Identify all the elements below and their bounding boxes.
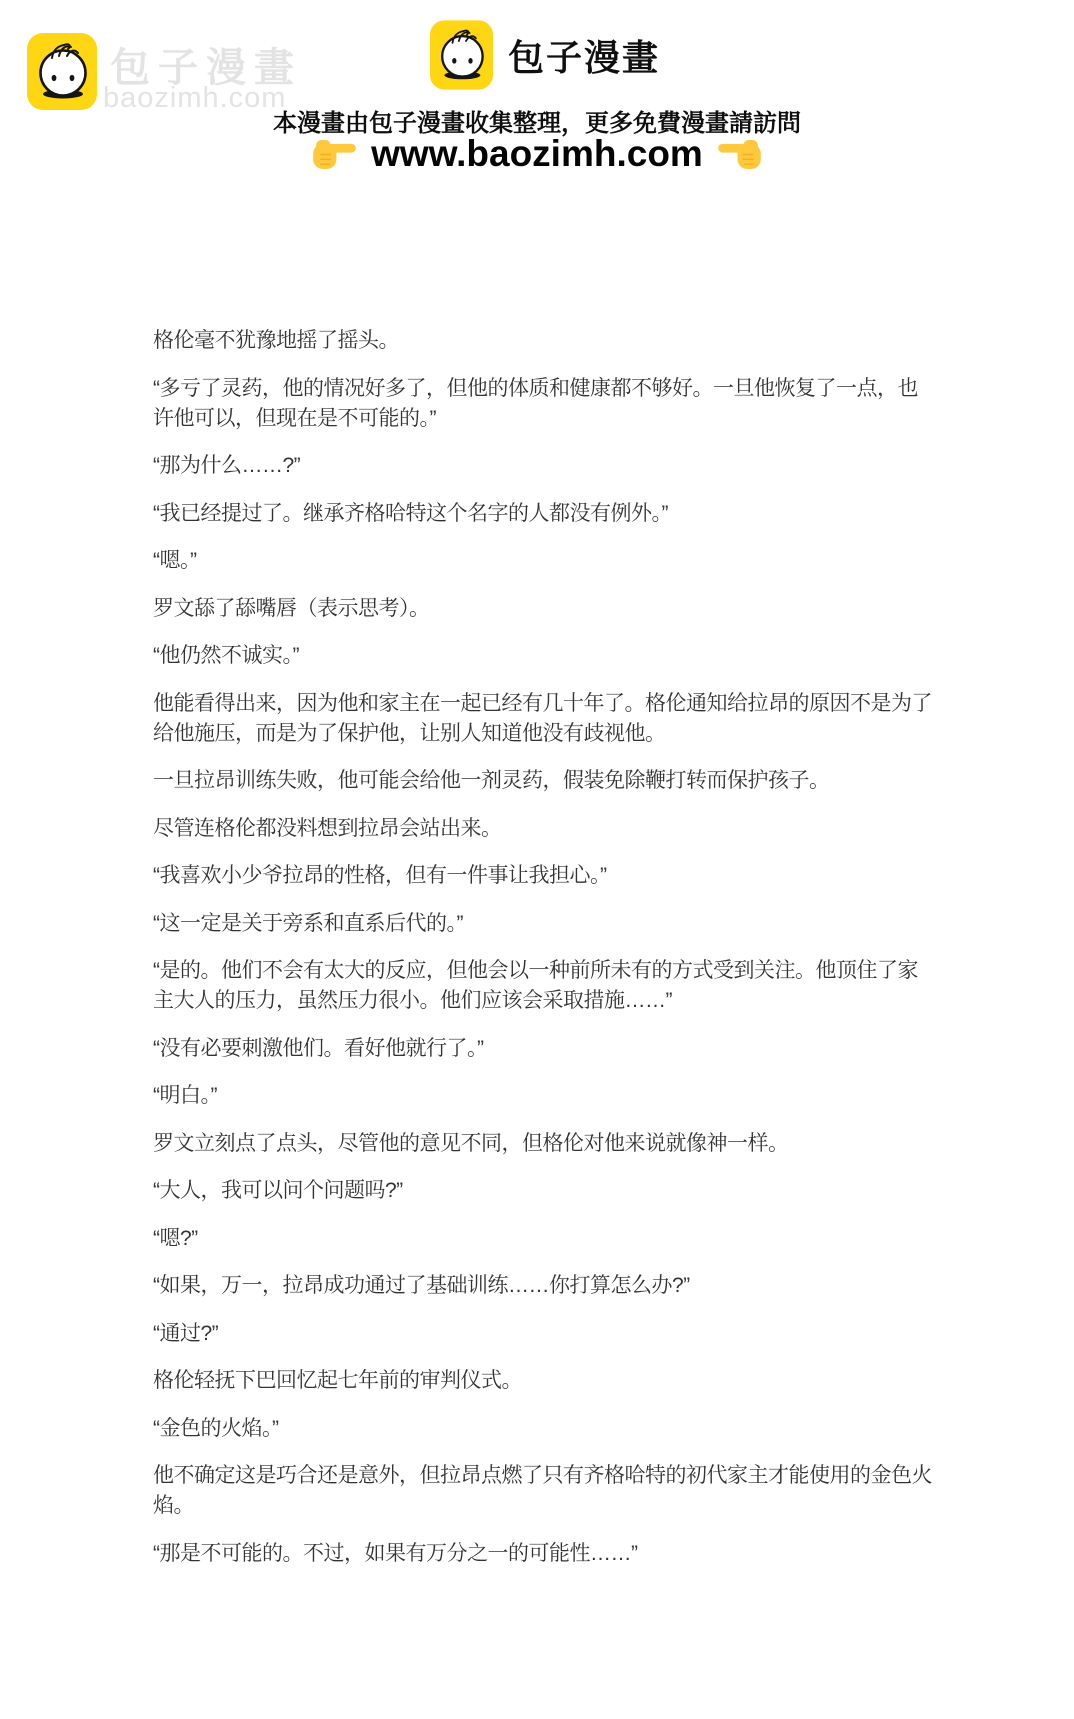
story-paragraph: “他仍然不诚实。”	[153, 644, 299, 667]
story-paragraph: “我已经提过了。继承齐格哈特这个名字的人都没有例外。”	[153, 501, 668, 525]
story-paragraph: “这一定是关于旁系和直系后代的。”	[153, 911, 463, 935]
story-paragraph: 罗文立刻点了点头，尽管他的意见不同，但格伦对他来说就像神一样。	[153, 1131, 789, 1155]
story-paragraph: “我喜欢小少爷拉昂的性格，但有一件事让我担心。”	[153, 864, 607, 887]
story-paragraph: “那为什么……?”	[153, 454, 301, 477]
story-paragraph: “那是不可能的。不过，如果有万分之一的可能性……”	[153, 1541, 638, 1565]
story-paragraph: 他能看得出来，因为他和家主在一起已经有几十年了。格伦通知给拉昂的原因不是为了给他施压，而是为了保护他，让别人知道他没有歧视他。	[153, 691, 932, 745]
story-paragraph: 尽管连格伦都没料想到拉昂会站出来。	[153, 816, 502, 840]
pointing-left-hand-icon	[718, 139, 761, 170]
story-paragraph: 一旦拉昂训练失败，他可能会给他一剂灵药，假装免除鞭打转而保护孩子。	[153, 769, 830, 792]
watermark-site-name: 包子漫畫	[110, 46, 302, 90]
story-paragraph: 格伦轻抚下巴回忆起七年前的审判仪式。	[153, 1369, 522, 1392]
story-paragraph: “大人，我可以问个问题吗?”	[153, 1179, 403, 1202]
pointing-right-hand-icon	[313, 139, 356, 170]
collection-notice: 本漫畫由包子漫畫收集整理，更多免費漫畫請訪問	[273, 110, 801, 137]
site-logo	[430, 20, 660, 90]
story-paragraph: “没有必要刺激他们。看好他就行了。”	[153, 1036, 484, 1060]
baozi-bun-icon	[27, 33, 97, 110]
story-paragraph: “通过?”	[153, 1321, 219, 1345]
story-paragraph: “嗯?”	[153, 1226, 198, 1250]
story-paragraph: “嗯。”	[153, 549, 197, 572]
site-url-line	[0, 133, 1074, 175]
story-text	[153, 326, 933, 1586]
story-paragraph: “是的。他们不会有太大的反应，但他会以一种前所未有的方式受到关注。他顶住了家主大人的压力，虽然压力很小。他们应该会采取措施……”	[153, 959, 918, 1012]
story-paragraph: “如果，万一，拉昂成功通过了基础训练……你打算怎么办?”	[153, 1274, 690, 1297]
story-paragraph: “金色的火焰。”	[153, 1416, 279, 1440]
story-paragraph: 罗文舔了舔嘴唇（表示思考）。	[153, 596, 430, 620]
site-logo-title: 包子漫畫	[508, 36, 661, 78]
story-paragraph: “多亏了灵药，他的情况好多了，但他的体质和健康都不够好。一旦他恢复了一点，也许他可以，但现在是不可能的。”	[153, 376, 918, 430]
story-paragraph: 他不确定这是巧合还是意外，但拉昂点燃了只有齐格哈特的初代家主才能使用的金色火焰。	[153, 1464, 932, 1517]
baozi-bun-icon	[430, 20, 493, 90]
site-url: www.baozimh.com	[371, 133, 703, 174]
story-paragraph: 格伦毫不犹豫地摇了摇头。	[153, 329, 399, 352]
watermark-domain: baozimh.com	[103, 82, 287, 114]
story-paragraph: “明白。”	[153, 1084, 217, 1107]
